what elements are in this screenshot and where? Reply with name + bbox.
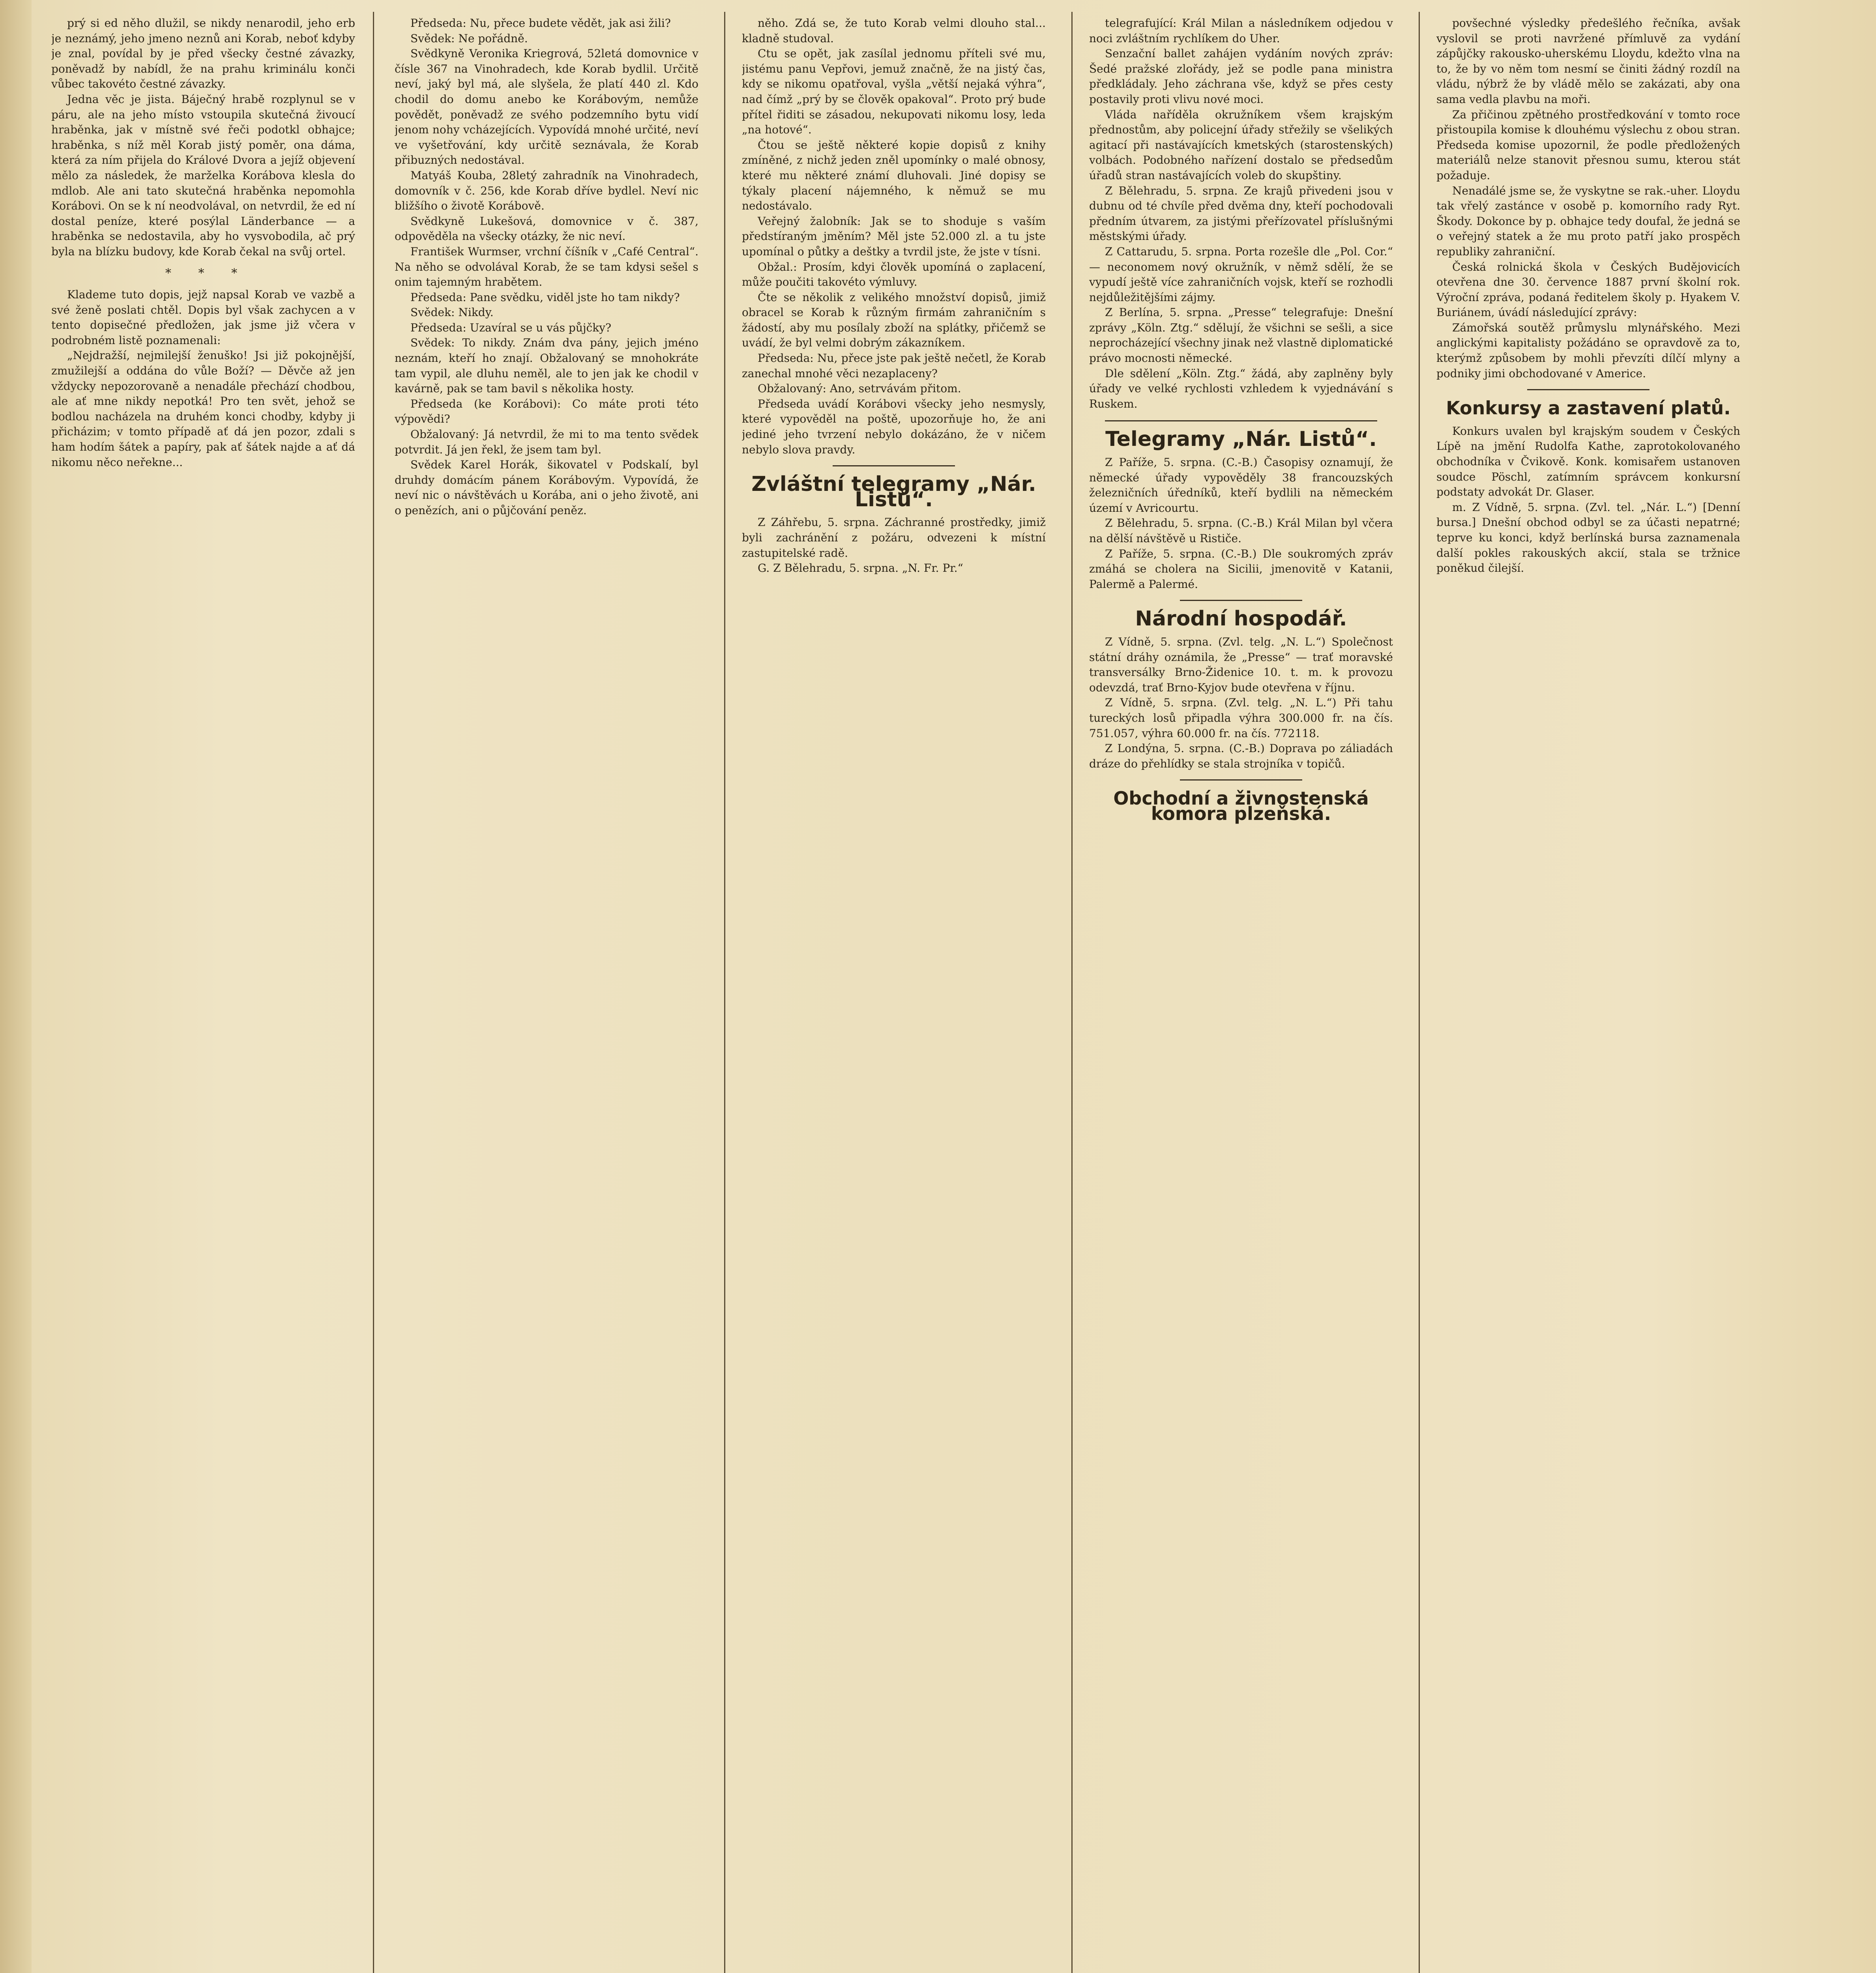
paragraph: Klademe tuto dopis, jejž napsal Korab ve vazbě a své ženě poslati chtěl. Dopis byl však zachycen a v tento dopisečné předložen, jak jsme již včera v podrobném listě poznamenali: — [51, 288, 355, 347]
paragraph: Předseda: Nu, přece budete vědět, jak asi žili? — [410, 17, 671, 30]
section-divider — [1105, 420, 1377, 421]
paragraph: František Wurmser, vrchní číšník v „Café Central“. Na něho se odvolával Korab, že se tam kdysi sešel s onim tajemným hrabětem. — [395, 245, 698, 289]
paragraph: něho. Zdá se, že tuto Korab velmi dlouho stal... kladně studoval. — [742, 17, 1046, 45]
paragraph: Svědkyně Veronika Kriegrová, 52letá domovnice v čísle 367 na Vinohradech, kde Korab bydlil. Určitě neví, jaký byl má, ale slyšela, že platí 440 zl. Kdo chodil do domu anebo ke Korábovým, nemůže povědět, poněvadž ze svého podzemního bytu vidí jenom nohy vcházejících. Vypovídá mnohé určité, neví ve vyšetřování, kdy určitě seznávala, že Korab přibuzných nedostával. — [395, 47, 698, 167]
paragraph: Česká rolnická škola v Českých Budějovicích otevřena dne 30. července 1887 první školní rok. Výroční zpráva, podaná ředitelem školy p. Hyakem V. Buriánem, úvádí následující zprávy: — [1436, 260, 1740, 319]
paragraph: Svědek: To nikdy. Znám dva pány, jejich jméno neznám, kteří ho znají. Obžalovaný se mnohokráte tam vypil, ale dluhu neměl, ale to jen jak ke chodil v kavárně, pak se tam bavil s několika hosty. — [395, 336, 698, 395]
paragraph: Z Berlína, 5. srpna. „Presse“ telegrafuje: Dnešní zprávy „Köln. Ztg.“ sdělují, že všichni se sešli, a sice neprocházející všechny jinak než vlastně diplomatické právo mocnosti německé. — [1089, 306, 1393, 365]
column-rule — [1419, 12, 1420, 1973]
paragraph: Veřejný žalobník: Jak se to shoduje s vaším předstíraným jměním? Měl jste 52.000 zl. a tu jste upomínal o půtky a deštky a tvrdil jste, že jste v tísni. — [742, 214, 1046, 258]
separator: * * * — [165, 266, 242, 280]
paragraph: Senzační ballet zahájen vydáním nových zpráv: Šedé pražské zlořády, jež se podle pana ministra předkládaly. Jeho záchrana vše, když se přes cesty postavily proti vlivu nové moci. — [1089, 47, 1393, 106]
paragraph: Z Bělehradu, 5. srpna. Ze krajů přivedeni jsou v dubnu od té chvíle před dvěma dny, kteří pochodovali předním útvarem, za jistými přeřízovatel příslušnými městskými úřady. — [1089, 184, 1393, 243]
section-divider — [1180, 600, 1302, 601]
paragraph: Svědek: Ne pořádně. — [410, 32, 528, 45]
paragraph: Svědek: Nikdy. — [410, 306, 494, 319]
section-divider — [1180, 779, 1302, 781]
telegram-item: Z Paříže, 5. srpna. (C.-B.) Dle soukromých zpráv zmáhá se cholera na Sicilii, jmenovitě v Katanii, Palermě a Palermé. — [1089, 547, 1393, 591]
section-heading-narodni-hospodar: Národní hospodář. — [1135, 607, 1347, 631]
column-1 — [51, 16, 355, 1973]
section-divider — [1527, 389, 1649, 390]
paragraph: Nenadálé jsme se, že vyskytne se rak.-uher. Lloydu tak vřelý zastánce v osobě p. komorního rady Ryt. Škody. Dokonce by p. obhajce tedy doufal, že jedná se o veřejný statek a že mu proto patří jako prospěch republiky zahraniční. — [1436, 184, 1740, 258]
paragraph: Svědkyně Lukešová, domovnice v č. 387, odpověděla na všecky otázky, že nic neví. — [395, 214, 698, 243]
column-rule — [373, 12, 374, 1973]
column-4 — [1089, 16, 1393, 1973]
paragraph: Vláda naříděla okružníkem všem krajským přednostům, aby policejní úřady střežily se všelikých agitací při nastávajících kmetských (starostenských) volbách. Podobného nařízení dostalo se předsedům úřadů stran nastávajících voleb do skupštiny. — [1089, 108, 1393, 182]
column-rule — [724, 12, 725, 1973]
paragraph: Čte se několik z velikého množství dopisů, jimiž obracel se Korab k různým firmám zahraničním s žádostí, aby mu posílaly zboží na splátky, přičemž se uvádí, že byl velmi dobrým zákazníkem. — [742, 290, 1046, 350]
telegram-item: Z Paříže, 5. srpna. (C.-B.) Časopisy oznamují, že německé úřady vypověděly 38 francouzských železničních úředníků, kteří bydlili na německém území v Avricourtu. — [1089, 456, 1393, 515]
column-rule — [1071, 12, 1073, 1973]
paragraph: Předseda: Pane svědku, viděl jste ho tam nikdy? — [410, 290, 680, 304]
paragraph: Předseda (ke Korábovi): Co máte proti této výpovědi? — [395, 397, 698, 426]
paragraph: m. Z Vídně, 5. srpna. (Zvl. tel. „Nár. L.“) [Denní bursa.] Dnešní obchod odbyl se za účasti nepatrné; teprve ku konci, když berlínská bursa zaznamenala další pokles rakouských akcií, stala se tržnice poněkud čilejší. — [1436, 500, 1740, 575]
column-5 — [1436, 16, 1740, 1973]
paragraph: Předseda: Uzavíral se u vás půjčky? — [410, 321, 612, 334]
paragraph: Jedna věc je jista. Báječný hrabě rozplynul se v páru, ale na jeho místo vstoupila skutečná živoucí hraběnka, jak v místně své řeči podotkl obhajce; hraběnka, s níž měl Korab jistý poměr, ona dáma, která za ním přijela do Králové Dvora a jejíž objevení mělo za následek, že marželka Korábova klesla do mdlob. Ale ani tato skutečná hraběnka nepomohla Korábovi. On se k ní neodvolával, on netvrdil, že ed ní dostal peníze, které posýlal Länderbance — a hraběnka se nedostavila, aby ho vysvobodila, ač prý byla na blízku budovy, kde Korab čekal na svůj ortel. — [51, 92, 355, 258]
paragraph: Dle sdělení „Köln. Ztg.“ žádá, aby zaplněny byly úřady ve velké rychlosti vzhledem k vyjednávání s Ruskem. — [1089, 367, 1393, 410]
section-divider — [833, 465, 955, 466]
paragraph: Předseda uvádí Korábovi všecky jeho nesmysly, které vypověděl na poště, upozorňuje ho, že ani jediné jeho tvrzení nebylo dokázáno, že v ničem nebylo slova pravdy. — [742, 397, 1046, 456]
paragraph: Obžal.: Prosím, kdyi člověk upomíná o zaplacení, může poučiti takovéto výmluvy. — [742, 260, 1046, 289]
telegram-item: G. Z Bělehradu, 5. srpna. „N. Fr. Pr.“ — [758, 562, 963, 575]
paragraph: Čtou se ještě některé kopie dopisů z knihy zmíněné, z nichž jeden zněl upomínky o malé obnosy, které mu některé známí dluhovali. Jiné dopisy se týkaly placení nájemného, k němuž se mu nedostávalo. — [742, 138, 1046, 213]
paragraph: Svědek Karel Horák, šikovatel v Podskalí, byl druhdy domácím pánem Korábovým. Vypovídá, že neví nic o návštěvách u Korába, ani o jeho životě, ani o penězích, ani o půjčování peněz. — [395, 458, 698, 517]
paragraph: Obžalovaný: Ano, setrvávám přitom. — [758, 382, 961, 395]
paragraph: Obžalovaný: Já netvrdil, že mi to ma tento svědek potvrdit. Já jen řekl, že jsem tam byl. — [395, 428, 698, 456]
column-2 — [395, 16, 698, 1973]
paragraph: telegrafující: Král Milan a následníkem odjedou v noci zvláštním rychlíkem do Uher. — [1089, 17, 1393, 45]
paragraph: Matyáš Kouba, 28letý zahradník na Vinohradech, domovník v č. 256, kde Korab dříve bydlel. Neví nic bližšího o životě Korábově. — [395, 168, 698, 213]
economy-item: Z Londýna, 5. srpna. (C.-B.) Doprava po záliadách dráze do přehlídky se stala strojníka v topičů. — [1089, 742, 1393, 770]
paragraph: Z Cattarudu, 5. srpna. Porta rozešle dle „Pol. Cor.“ — neconomem nový okružník, v němž sdělí, že se vypudí ještě více zahraničních vojsk, kteří se rozhodli nejdůležitějšími zájmy. — [1089, 245, 1393, 304]
telegram-item: Z Bělehradu, 5. srpna. (C.-B.) Král Milan byl včera na dělší návštěvě u Rističe. — [1089, 517, 1393, 545]
paragraph: Za přičinou zpětného prostředkování v tomto roce přistoupila komise k dlouhému výslechu z obou stran. Předseda komise upozornil, že podle předložených materiálů nelze stanovit přesnou sumu, kterou stát požaduje. — [1436, 108, 1740, 182]
paragraph: povšechné výsledky předešlého řečníka, avšak vyslovil se proti navržené přímluvě za vydání zápůjčky rakousko-uherskému Lloydu, kdežto vlna na to, že by vo něm tom nesmí se činiti žádný rozdíl na vládu, nýbrž že by vládě mělo se zakázati, aby ona sama vedla plavbu na moři. — [1436, 17, 1740, 106]
economy-item: Z Vídně, 5. srpna. (Zvl. telg. „N. L.“) Při tahu tureckých losů připadla výhra 300.000 fr. na čís. 751.057, výhra 60.000 fr. na čís. 772118. — [1089, 696, 1393, 740]
column-3 — [742, 16, 1046, 1973]
page-gutter — [0, 0, 32, 1973]
paragraph: prý si ed něho dlužil, se nikdy nenarodil, jeho erb je neznámý, jeho jmeno neznů ani Korab, neboť kdyby je znal, povídal by je před všecky čestné závazky, poněvadž by nabídl, že na prahu kriminálu konči vůbec takovéto čestné závazky. — [51, 17, 355, 91]
section-heading-konkursy: Konkursy a zastavení platů. — [1446, 397, 1731, 419]
economy-item: Z Vídně, 5. srpna. (Zvl. telg. „N. L.“) Společnost státní dráhy oznámila, že „Presse“ — trať moravské transversálky Brno-Židenice 10. t. m. k provozu odevzdá, trať Brno-Kyjov bude otevřena v říjnu. — [1089, 635, 1393, 694]
paragraph: Konkurs uvalen byl krajským soudem v Českých Lípě na jmění Rudolfa Kathe, zaprotokolovaného obchodníka v Čvikově. Konk. komisařem ustanoven soudce Pöschl, zatímním správcem konkursní podstaty advokát Dr. Glaser. — [1436, 424, 1740, 499]
paragraph: Předseda: Nu, přece jste pak ještě nečetl, že Korab zanechal mnohé věci nezaplaceny? — [742, 352, 1046, 380]
section-heading-zvlastni-telegramy: Zvláštní telegramy „Nár. Listů“. — [751, 472, 1036, 511]
section-heading-telegramy: Telegramy „Nár. Listů“. — [1105, 427, 1377, 451]
section-heading-obchodni-komora: Obchodní a živnostenská komora plzeňská. — [1113, 788, 1369, 824]
paragraph: Zámořská soutěž průmyslu mlynářského. Mezi anglickými kapitalisty požádáno se opravdově za to, kterýmž způsobem by mohli převzíti dílčí mlyny a podniky jimi obchodované v Americe. — [1436, 321, 1740, 380]
telegram-item: Z Záhřebu, 5. srpna. Záchranné prostředky, jimiž byli zachránění z požáru, odvezeni k místní zastupitelské radě. — [742, 516, 1046, 560]
paragraph: „Nejdražší, nejmilejší ženuško! Jsi již pokojnější, zmužilejší a oddána do vůle Boží? — Děvče až jen vždycky nepozorovaně a nenadále přechází chodbou, ale ať mne nikdy nepotká! Pro ten svět, jehož se bodlou nacházela na druhém konci chodby, kdyby ji přicházim; v tomto případě ať dá jen pozor, zdali s ham hodím šátek a papíry, pak ať šátek najde a ať dá nikomu něco neřekne... — [51, 349, 355, 469]
paragraph: Ctu se opět, jak zasílal jednomu příteli své mu, jistému panu Vepřovi, jemuž značně, že na jistý čas, kdy se nikomu opatřoval, vyšla „větší nejaká výhra“, nad čímž „prý by se člověk opakoval“. Proto prý bude přítel řiditi se zásadou, nekupovati nikomu losy, leda „na hotové“. — [742, 47, 1046, 137]
